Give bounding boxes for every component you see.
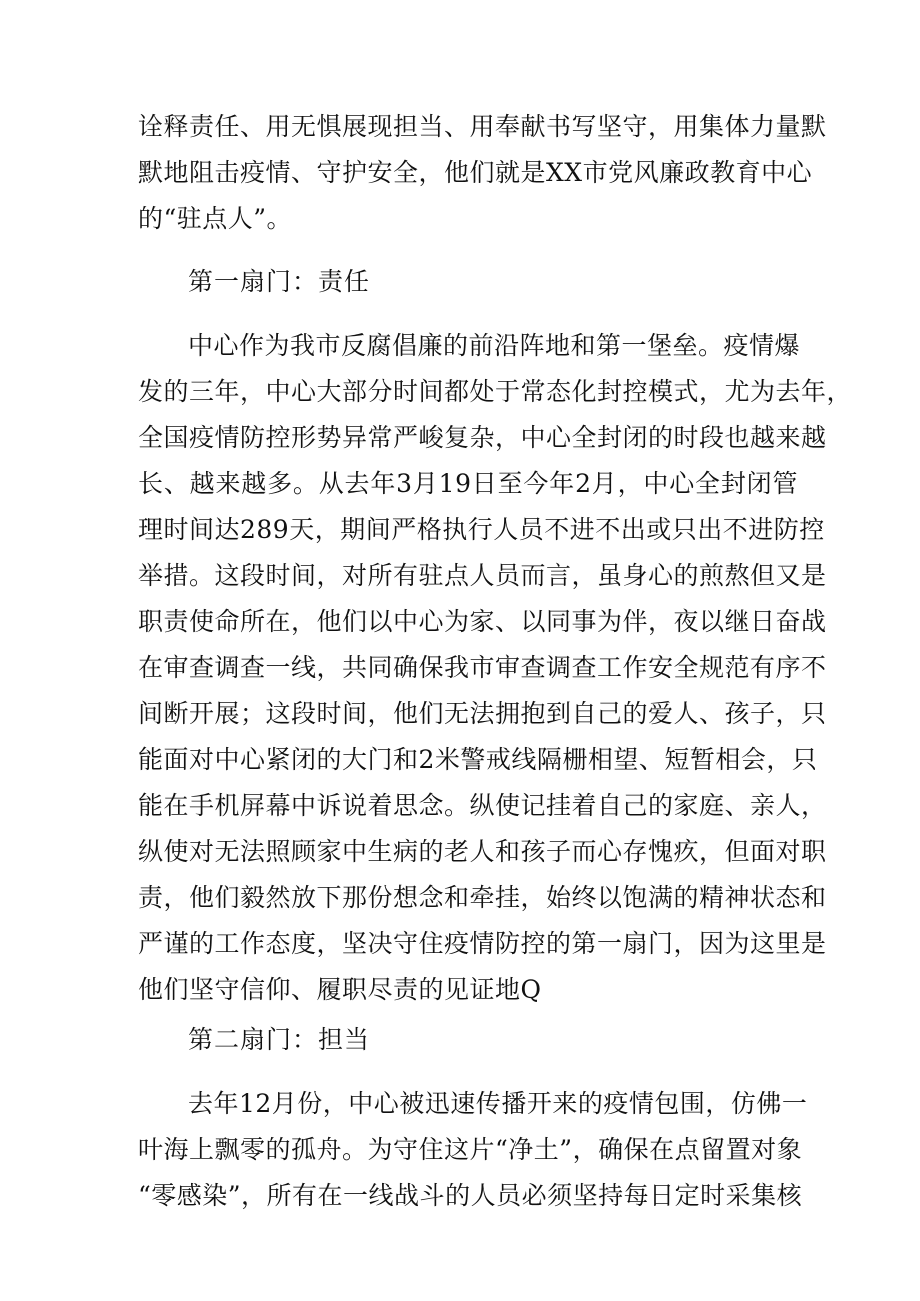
text-line: 职责使命所在，他们以中心为家、以同事为伴，夜以继日奋战 xyxy=(138,607,827,636)
text-line: 全国疫情防控形势异常严峻复杂，中心全封闭的时段也越来越 xyxy=(138,423,827,452)
text-line: 举措。这段时间，对所有驻点人员而言，虽身心的煎熬但又是 xyxy=(138,561,827,590)
text-line: 能面对中心紧闭的大门和2米警戒线隔栅相望、短暂相会，只 xyxy=(138,745,818,774)
text-line: 在审查调查一线，共同确保我市审查调查工作安全规范有序不 xyxy=(138,653,827,682)
text-line: 长、越来越多。从去年3月19日至今年2月，中心全封闭管 xyxy=(138,469,798,498)
paragraph-1 xyxy=(138,323,853,1013)
text-line: 中心作为我市反腐倡廉的前沿阵地和第一堡垒。疫情爆 xyxy=(188,331,801,360)
paragraph-2 xyxy=(138,1081,808,1219)
section-heading-2: 第二扇门：担当 xyxy=(188,1025,371,1054)
text-line: 理时间达289天，期间严格执行人员不进不出或只出不进防控 xyxy=(138,515,825,544)
text-line: 纵使对无法照顾家中生病的老人和孩子而心存愧疚，但面对职 xyxy=(138,837,827,866)
text-line: 严谨的工作态度，坚决守住疫情防控的第一扇门，因为这里是 xyxy=(138,929,827,958)
text-line: 责，他们毅然放下那份想念和牵挂，始终以饱满的精神状态和 xyxy=(138,883,827,912)
text-line: 他们坚守信仰、履职尽责的见证地Q xyxy=(138,975,542,1004)
text-line: 诠释责任、用无惧展现担当、用奉献书写坚守，用集体力量默 xyxy=(138,112,827,141)
text-line: 默地阻击疫情、守护安全，他们就是XX市党风廉政教育中心 xyxy=(138,158,813,187)
section-heading-1: 第一扇门：责任 xyxy=(188,267,371,296)
text-line: 间断开展；这段时间，他们无法拥抱到自己的爱人、孩子，只 xyxy=(138,699,827,728)
text-line: 发的三年，中心大部分时间都处于常态化封控模式，尤为去年， xyxy=(138,377,853,406)
paragraph-intro xyxy=(138,104,827,242)
text-line: “零感染”，所有在一线战斗的人员必须坚持每日定时采集核 xyxy=(138,1181,803,1210)
text-line: 去年12月份，中心被迅速传播开来的疫情包围，仿佛一 xyxy=(188,1089,808,1118)
text-line: 叶海上飘零的孤舟。为守住这片“净土”，确保在点留置对象 xyxy=(138,1135,803,1164)
text-line: 能在手机屏幕中诉说着思念。纵使记挂着自己的家庭、亲人， xyxy=(138,791,827,820)
text-line: 的“驻点人”。 xyxy=(138,204,293,233)
